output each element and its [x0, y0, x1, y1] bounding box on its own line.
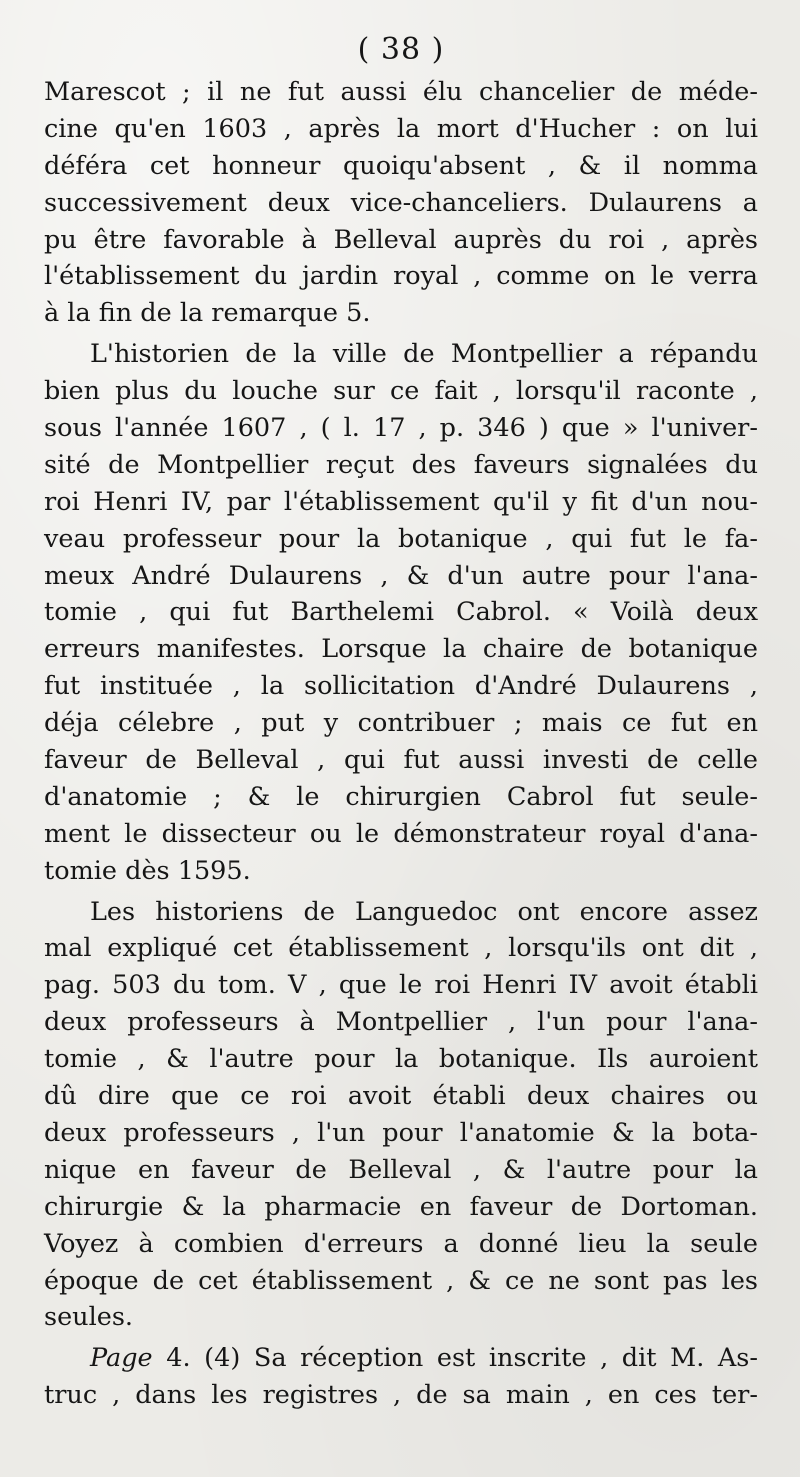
note-text: 4. (4) Sa réception est inscrite , dit M. As- [166, 1343, 758, 1374]
note-line [44, 1340, 758, 1377]
text-line: Voyez à combien d'erreurs a donné lieu la seule [44, 1228, 758, 1259]
text-line: fut instituée , la sollicitation d'André Dulaurens , [44, 671, 758, 702]
text-line: ment le dissecteur ou le démonstrateur royal d'ana- [44, 818, 758, 849]
text-line: nique en faveur de Belleval , & l'autre pour la [44, 1154, 758, 1185]
text-line: sous l'année 1607 , ( l. 17 , p. 346 ) que » l'univer- [44, 413, 758, 444]
text-line: dû dire que ce roi avoit établi deux chaires ou [44, 1081, 758, 1112]
text-line: faveur de Belleval , qui fut aussi investi de celle [44, 745, 758, 776]
text-line: déféra cet honneur quoiqu'absent , & il nomma [44, 150, 758, 181]
text-line: bien plus du louche sur ce fait , lorsqu'il raconte , [44, 376, 758, 407]
text-line: chirurgie & la pharmacie en faveur de Dortoman. [44, 1191, 758, 1222]
text-line: erreurs manifestes. Lorsque la chaire de botanique [44, 634, 758, 665]
body-text [44, 74, 758, 1414]
note-line: truc , dans les registres , de sa main , en ces ter- [44, 1380, 758, 1411]
note-paragraph [44, 1340, 758, 1414]
text-line: tomie , & l'autre pour la botanique. Ils auroient [44, 1044, 758, 1075]
text-line: à la fin de la remarque 5. [44, 298, 371, 329]
text-line: L'historien de la ville de Montpellier a répandu [90, 339, 758, 370]
text-line: Marescot ; il ne fut aussi élu chancelier de méde- [44, 77, 758, 107]
text-line: l'établissement du jardin royal , comme on le verra [44, 261, 758, 292]
paragraph-1 [44, 74, 758, 332]
text-line: tomie dès 1595. [44, 855, 251, 886]
text-line: meux André Dulaurens , & d'un autre pour l'ana- [44, 560, 758, 591]
text-line: deux professeurs , l'un pour l'anatomie & la bota- [44, 1117, 758, 1148]
text-line: pu être favorable à Belleval auprès du roi , après [44, 224, 758, 255]
text-line: veau professeur pour la botanique , qui fut le fa- [44, 523, 758, 554]
text-line: roi Henri IV, par l'établissement qu'il y fit d'un nou- [44, 486, 758, 517]
text-line: mal expliqué cet établissement , lorsqu'ils ont dit , [44, 933, 758, 964]
text-line: sité de Montpellier reçut des faveurs signalées du [44, 449, 758, 480]
text-line: déja célebre , put y contribuer ; mais ce fut en [44, 708, 758, 739]
paragraph-2 [44, 336, 758, 889]
text-line: deux professeurs à Montpellier , l'un pour l'ana- [44, 1007, 758, 1038]
paragraph-3 [44, 894, 758, 1337]
text-line: d'anatomie ; & le chirurgien Cabrol fut seule- [44, 781, 758, 812]
note-ref-word: Page [90, 1343, 153, 1374]
text-line: tomie , qui fut Barthelemi Cabrol. « Voilà deux [44, 597, 758, 628]
text-line: seules. [44, 1302, 134, 1333]
text-line: époque de cet établissement , & ce ne sont pas les [44, 1265, 758, 1296]
text-line: Les historiens de Languedoc ont encore assez [90, 896, 758, 927]
text-line: pag. 503 du tom. V , que le roi Henri IV avoit établi [44, 970, 758, 1001]
page-number: ( 38 ) [357, 32, 445, 67]
text-line: cine qu'en 1603 , après la mort d'Hucher : on lui [44, 113, 758, 144]
text-line: successivement deux vice-chanceliers. Dulaurens a [44, 187, 758, 218]
